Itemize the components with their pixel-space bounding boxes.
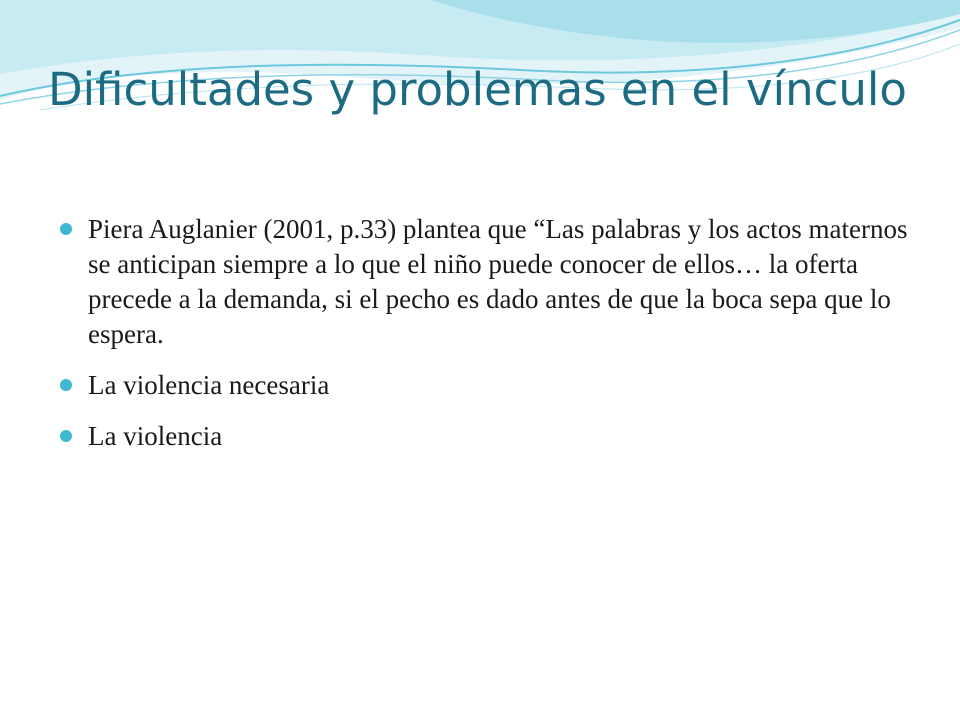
bullet-dot-icon (60, 223, 72, 235)
bullet-item-violencia-necesaria (60, 368, 910, 403)
slide-title: Dificultades y problemas en el vínculo (48, 63, 907, 116)
bullet-text: Piera Auglanier (2001, p.33) plantea que “Las palabras y los actos maternos se anticipan siempre a lo que el niño puede conocer de ellos… la oferta precede a la demanda, si el pecho es dado antes de que la boca sepa que lo espera. (88, 214, 908, 349)
bullet-item-quote (60, 212, 910, 352)
bullet-dot-icon (60, 379, 72, 391)
bullet-text: La violencia (88, 421, 223, 451)
bullet-dot-icon (60, 430, 72, 442)
bullet-item-violencia (60, 419, 910, 454)
bullet-text: La violencia necesaria (88, 370, 330, 400)
bullet-list (60, 212, 910, 470)
